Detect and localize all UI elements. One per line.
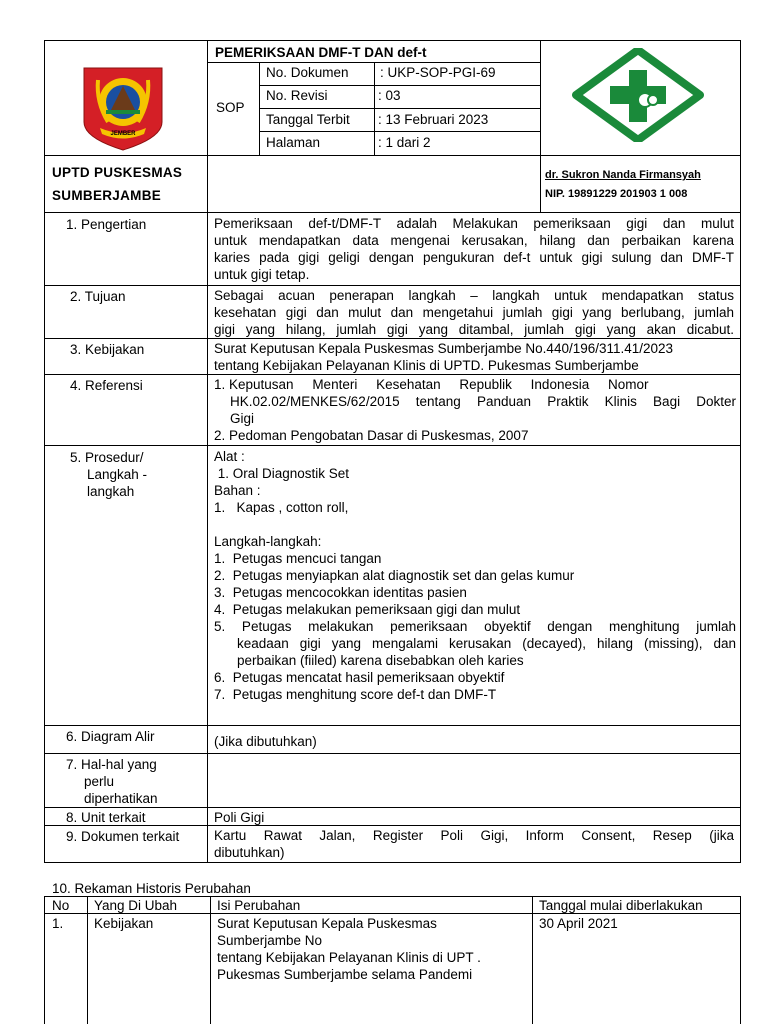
text-line: kesehatan gigi dan mulut dan mengetahui jumlah gigi yang berlubang, jumlah [214,305,734,320]
section-value: (Jika dibutuhkan) [214,734,317,749]
text-line: 1. Petugas mencuci tangan [214,551,382,566]
section-label: 8. Unit terkait [66,810,146,825]
section-label [70,449,147,500]
table-cell: Kebijakan [94,916,154,931]
rule [44,212,741,213]
rule [44,862,741,863]
text-line: untuk gigi tetap. [214,267,310,282]
rule [44,445,741,446]
signer-nip: NIP. 19891229 201903 1 008 [545,188,688,200]
field-label: Halaman [266,135,321,150]
text-line: Gigi [230,411,255,426]
sop-label: SOP [216,100,245,115]
field-label: No. Dokumen [266,65,349,80]
rule [259,108,540,109]
label-line: Langkah - [87,467,148,482]
text-line: Surat Keputusan Kepala Puskesmas Sumberjambe No.440/196/311.41/2023 [214,341,674,356]
field-label: No. Revisi [266,88,328,103]
text-line: Kartu Rawat Jalan, Register Poli Gigi, Inform Consent, Resep (jika [214,828,734,843]
field-value: : 03 [378,88,401,103]
rule [44,155,741,156]
org-name: SUMBERJAMBE [52,188,162,203]
text-line: Langkah-langkah: [214,534,322,549]
rule [540,40,541,212]
text-line: keadaan gigi yang mengalami kerusakan (decayed), hilang (missing), dan [237,636,736,651]
text-line: 1. Oral Diagnostik Set [214,466,350,481]
section-label: 1. Pengertian [66,217,147,232]
text-line: tentang Kebijakan Pelayanan Klinis di UPTD. Pukesmas Sumberjambe [214,358,639,373]
table-header: Isi Perubahan [217,898,301,913]
rule [44,896,45,1024]
rule [740,40,741,863]
rule [87,896,88,1024]
rule [207,40,208,863]
section-body [214,340,738,374]
text-line: Sumberjambe No [217,933,323,948]
text-line: Bahan : [214,483,261,498]
rule [44,285,741,286]
rule [44,374,741,375]
document-title: PEMERIKSAAN DMF-T DAN def-t [215,45,427,60]
text-line: 1. Keputusan Menteri Kesehatan Republik Indonesia Nomor [214,377,649,392]
table-header: Tanggal mulai diberlakukan [539,898,703,913]
field-value: : UKP-SOP-PGI-69 [380,65,496,80]
text-line: tentang Kebijakan Pelayanan Klinis di UPT . [217,950,481,965]
text-line: 3. Petugas mencocokkan identitas pasien [214,585,467,600]
org-name: UPTD PUSKESMAS [52,165,183,180]
history-title: 10. Rekaman Historis Perubahan [52,881,251,896]
label-line: 7. Hal-hal yang [66,757,157,772]
section-value: Poli Gigi [214,810,265,825]
label-line: 5. Prosedur/ [70,450,144,465]
puskesmas-logo [572,48,704,142]
text-line: 2. Petugas menyiapkan alat diagnostik set dan gelas kumur [214,568,575,583]
rule [44,725,741,726]
section-body [214,287,734,338]
text-line: 1. Kapas , cotton roll, [214,500,349,515]
text-line: 6. Petugas mencatat hasil pemeriksaan obyektif [214,670,505,685]
rule [532,896,533,1024]
section-body [214,215,734,283]
text-line: 7. Petugas menghitung score def-t dan DMF-T [214,687,497,702]
table-header: No [52,898,70,913]
field-value: : 1 dari 2 [378,135,431,150]
text-line: Pukesmas Sumberjambe selama Pandemi [217,967,473,982]
rule [44,753,741,754]
text-line: Sebagai acuan penerapan langkah – langkah untuk mendapatkan status [214,288,734,303]
section-label: 9. Dokumen terkait [66,829,180,844]
rule [44,40,45,863]
regency-emblem-logo [78,64,168,152]
section-label: 3. Kebijakan [70,342,145,357]
rule [210,896,211,1024]
section-label [66,756,158,807]
text-line [214,516,736,533]
text-line: HK.02.02/MENKES/62/2015 tentang Panduan Praktik Klinis Bagi Dokter [230,394,736,409]
label-line: langkah [87,484,135,499]
section-label: 2. Tujuan [70,289,126,304]
section-body [214,448,736,703]
text-line: perbaikan (fiiled) karena disebabkan oleh karies [237,653,524,668]
label-line: perlu [84,774,115,789]
field-label: Tanggal Terbit [266,112,350,127]
table-header: Yang Di Ubah [94,898,178,913]
text-line: dibutuhkan) [214,845,285,860]
table-cell [217,915,481,983]
emblem-text: JEMBER [110,131,136,137]
text-line: Alat : [214,449,245,464]
section-label: 4. Referensi [70,378,143,393]
rule [740,896,741,1024]
field-value: : 13 Februari 2023 [378,112,489,127]
text-line: gigi yang hilang, jumlah gigi yang ditambal, jumlah gigi yang akan dicabut. [214,322,734,337]
rule [44,338,741,339]
section-label: 6. Diagram Alir [66,729,155,744]
text-line: Pemeriksaan def-t/DMF-T adalah Melakukan pemeriksaan gigi dan mulut [214,216,734,231]
rule [44,807,741,808]
rule [259,85,540,86]
rule [259,62,260,155]
text-line: Surat Keputusan Kepala Puskesmas [217,916,437,931]
table-cell: 1. [52,916,64,931]
text-line: 4. Petugas melakukan pemeriksaan gigi dan mulut [214,602,521,617]
text-line: untuk mendapatkan data mengenai kerusakan, hilang dan perbaikan karena [214,233,734,248]
rule [44,825,741,826]
label-line: diperhatikan [84,791,158,806]
rule [44,40,741,41]
section-body [214,827,734,861]
signer-name: dr. Sukron Nanda Firmansyah [545,169,701,181]
table-cell: 30 April 2021 [539,916,618,931]
rule [259,131,540,132]
text-line: 5. Petugas melakukan pemeriksaan obyektif dengan menghitung jumlah [214,619,736,634]
text-line: karies pada gigi geligi dengan pengukuran def-t untuk gigi sulung dan DMF-T [214,250,734,265]
section-body [214,376,736,444]
rule [374,62,375,155]
text-line: 2. Pedoman Pengobatan Dasar di Puskesmas, 2007 [214,428,529,443]
